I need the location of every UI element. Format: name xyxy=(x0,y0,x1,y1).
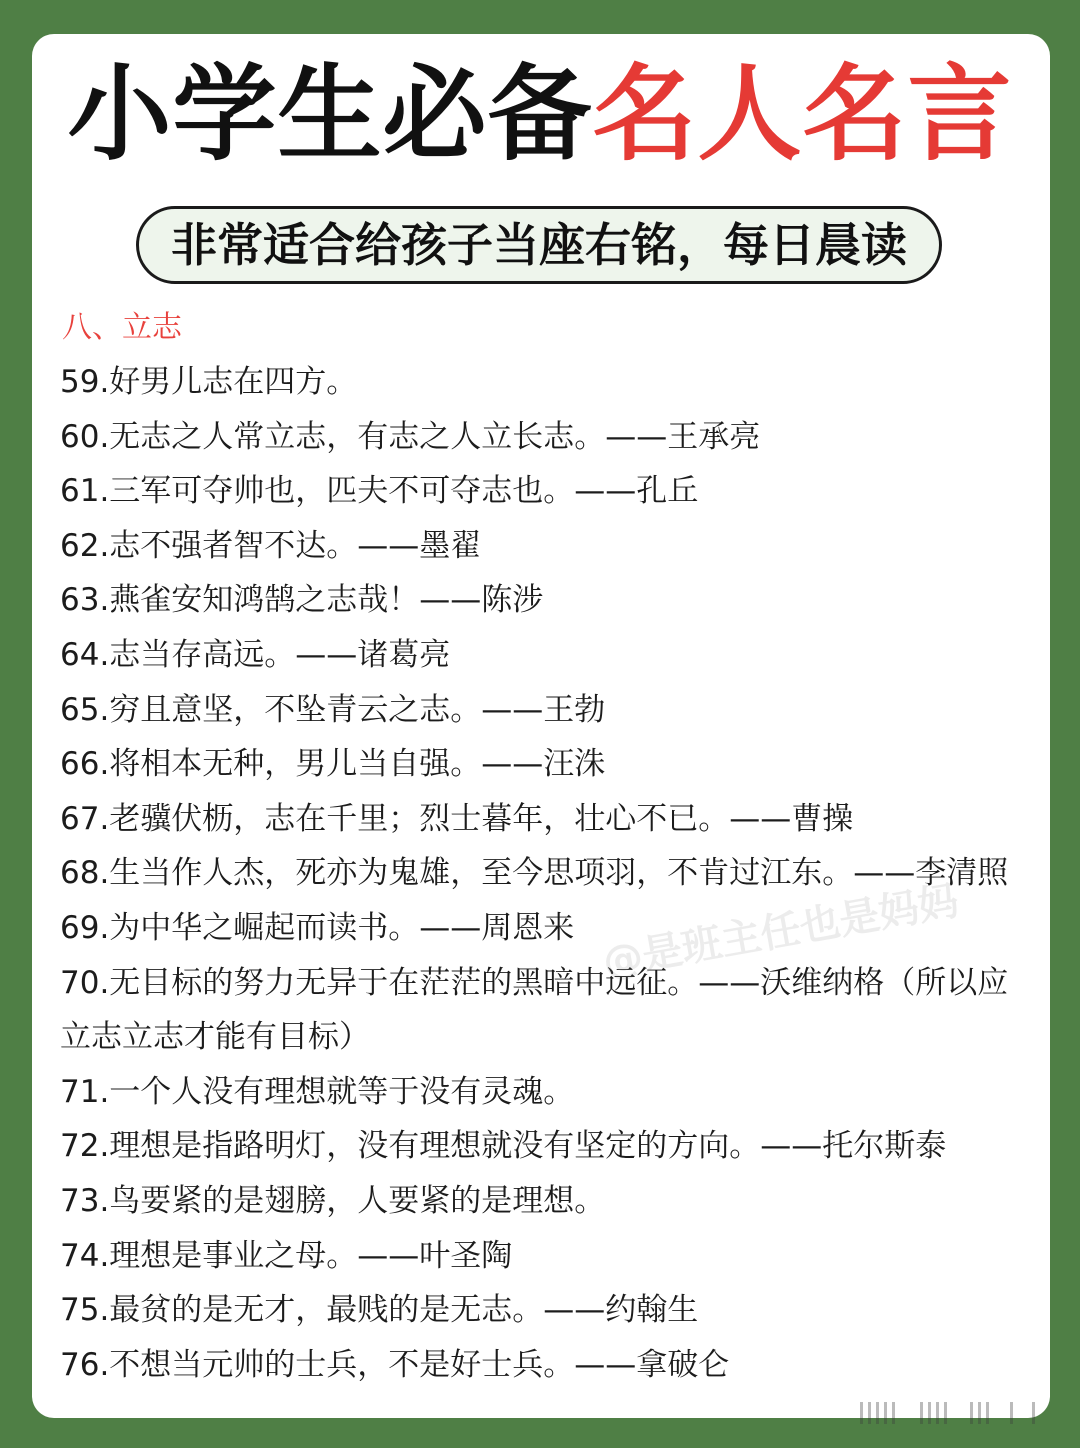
quote-item: 73.鸟要紧的是翅膀，人要紧的是理想。 xyxy=(60,1182,606,1219)
subtitle-pill: 非常适合给孩子当座右铭，每日晨读 xyxy=(136,206,942,284)
section-heading: 八、立志 xyxy=(62,310,182,345)
quote-item: 76.不想当元帅的士兵，不是好士兵。——拿破仑 xyxy=(60,1346,730,1383)
quote-list xyxy=(60,355,1020,1392)
bar-icon xyxy=(920,1402,923,1424)
quote-item: 63.燕雀安知鸿鹄之志哉！——陈涉 xyxy=(60,582,544,619)
bar-icon xyxy=(928,1402,931,1424)
bar-icon xyxy=(860,1402,863,1424)
bar-icon xyxy=(970,1402,973,1424)
bar-icon xyxy=(944,1402,947,1424)
title-black-part: 小学生必备 xyxy=(67,53,593,175)
bar-icon xyxy=(892,1402,895,1424)
bar-icon xyxy=(986,1402,989,1424)
quote-item: 68.生当作人杰，死亦为鬼雄，至今思项羽，不肯过江东。——李清照 xyxy=(60,855,1009,892)
quote-item: 60.无志之人常立志，有志之人立长志。——王承亮 xyxy=(60,418,761,455)
quote-item: 61.三军可夺帅也，匹夫不可夺志也。——孔丘 xyxy=(60,473,699,510)
watermark: @是班主任也是妈妈 xyxy=(599,878,962,986)
quote-item: 66.将相本无种，男儿当自强。——汪洙 xyxy=(60,746,606,783)
quote-item: 74.理想是事业之母。——叶圣陶 xyxy=(60,1237,513,1274)
quote-item: 67.老骥伏枥，志在千里；烈士暮年，壮心不已。——曹操 xyxy=(60,800,854,837)
bottom-icons xyxy=(860,1396,1060,1432)
quote-item: 71.一个人没有理想就等于没有灵魂。 xyxy=(60,1073,575,1110)
quote-item: 64.志当存高远。——诸葛亮 xyxy=(60,636,451,673)
quote-item: 75.最贫的是无才，最贱的是无志。——约翰生 xyxy=(60,1292,699,1329)
bar-icon xyxy=(1010,1402,1013,1424)
bar-icon xyxy=(1032,1402,1035,1424)
page-title xyxy=(0,54,1080,174)
quote-item: 72.理想是指路明灯，没有理想就没有坚定的方向。——托尔斯泰 xyxy=(60,1128,947,1165)
bar-icon xyxy=(884,1402,887,1424)
bar-icon xyxy=(936,1402,939,1424)
bar-icon xyxy=(978,1402,981,1424)
bar-icon xyxy=(876,1402,879,1424)
title-red-part: 名人名言 xyxy=(592,53,1013,175)
quote-item: 59.好男儿志在四方。 xyxy=(60,364,358,400)
bar-icon xyxy=(868,1402,871,1424)
quote-item: 65.穷且意坚，不坠青云之志。——王勃 xyxy=(60,691,606,728)
quote-item: 62.志不强者智不达。——墨翟 xyxy=(60,527,482,564)
quote-item: 69.为中华之崛起而读书。——周恩来 xyxy=(60,909,575,946)
quote-item: 70.无目标的努力无异于在茫茫的黑暗中远征。——沃维纳格（所以应立志立志才能有目标） xyxy=(60,964,1009,1056)
